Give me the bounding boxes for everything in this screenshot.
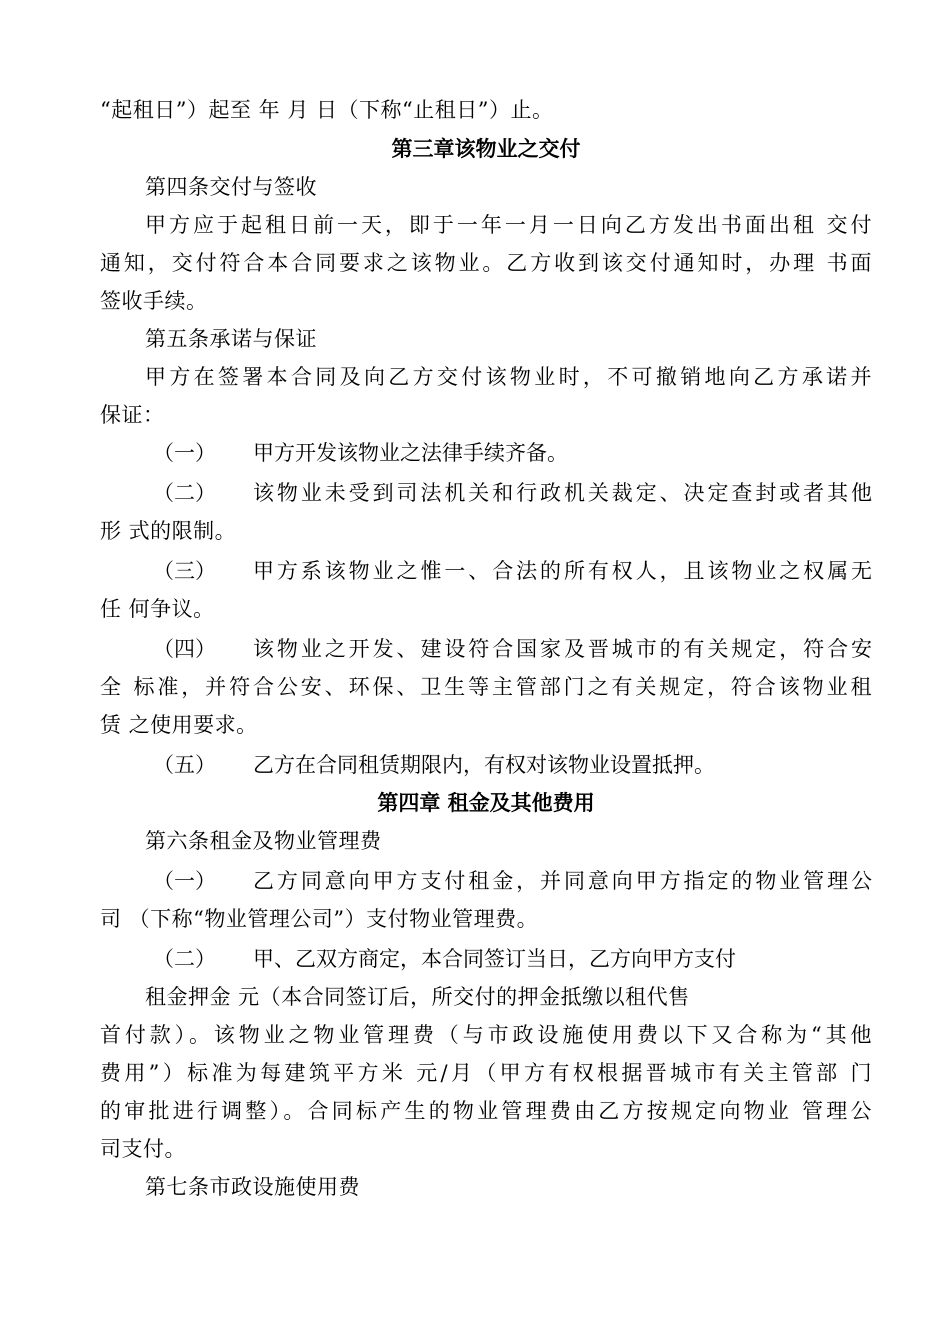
paragraph-line: 甲方应于起租日前一天，即于一年一月一日向乙方发出书面出租 交付 — [145, 213, 872, 237]
paragraph-line: 任 何争议。 — [100, 597, 215, 621]
paragraph-line: 通知，交付符合本合同要求之该物业。乙方收到该交付通知时，办理 书面 — [100, 251, 872, 275]
paragraph-line: 司 （下称“物业管理公司”）支付物业管理费。 — [100, 907, 539, 931]
article-title: 第七条市政设施使用费 — [145, 1175, 360, 1199]
list-item — [145, 944, 872, 974]
text-line: “起租日”）起至 年 月 日（下称“止租日”）止。 — [100, 98, 554, 122]
paragraph-line: 司支付。 — [100, 1137, 186, 1161]
list-item — [145, 750, 872, 780]
item-text: 乙方同意向甲方支付租金，并同意向甲方指定的物业管理公 — [253, 869, 872, 893]
paragraph-line: 形 式的限制。 — [100, 519, 237, 543]
item-text: 该物业之开发、建设符合国家及晋城市的有关规定，符合安 — [253, 637, 872, 661]
article-title: 第五条承诺与保证 — [145, 327, 317, 351]
chapter-heading: 第三章该物业之交付 — [391, 137, 581, 161]
paragraph-line: 的审批进行调整）。合同标产生的物业管理费由乙方按规定向物业 管理公 — [100, 1099, 872, 1123]
paragraph-line: 甲方在签署本合同及向乙方交付该物业时，不可撤销地向乙方承诺并 — [145, 365, 872, 389]
item-number: （二） — [153, 481, 216, 505]
item-text: 该物业未受到司法机关和行政机关裁定、决定查封或者其他 — [253, 481, 872, 505]
paragraph-line: 签收手续。 — [100, 289, 208, 313]
item-number: （四） — [153, 637, 216, 661]
paragraph-line: 首付款）。该物业之物业管理费（与市政设施使用费以下又合称为“其他 — [100, 1023, 872, 1047]
article-title: 第四条交付与签收 — [145, 175, 317, 199]
list-item — [145, 866, 872, 896]
item-number: （五） — [153, 753, 216, 777]
paragraph-line: 赁 之使用要求。 — [100, 713, 258, 737]
item-text: 甲、乙双方商定，本合同签订当日，乙方向甲方支付 — [253, 947, 736, 971]
paragraph-line: 保证： — [100, 403, 165, 427]
paragraph-line: 费用”）标准为每建筑平方米 元/月（甲方有权根据晋城市有关主管部 门 — [100, 1061, 872, 1085]
item-number: （三） — [153, 559, 216, 583]
list-item — [145, 478, 872, 508]
chapter-heading: 第四章 租金及其他费用 — [377, 791, 595, 815]
list-item — [145, 556, 872, 586]
list-item — [145, 634, 872, 664]
article-title: 第六条租金及物业管理费 — [145, 829, 382, 853]
item-number: （二） — [153, 947, 216, 971]
item-text: 甲方开发该物业之法律手续齐备。 — [253, 441, 568, 465]
item-number: （一） — [153, 869, 216, 893]
item-number: （一） — [153, 441, 216, 465]
item-text: 甲方系该物业之惟一、合法的所有权人，且该物业之权属无 — [253, 559, 872, 583]
paragraph-line: 租金押金 元（本合同签订后，所交付的押金抵缴以租代售 — [145, 985, 690, 1009]
list-item — [145, 438, 872, 468]
item-text: 乙方在合同租赁期限内，有权对该物业设置抵押。 — [253, 753, 715, 777]
paragraph-line: 全 标准，并符合公安、环保、卫生等主管部门之有关规定，符合该物业租 — [100, 675, 872, 699]
